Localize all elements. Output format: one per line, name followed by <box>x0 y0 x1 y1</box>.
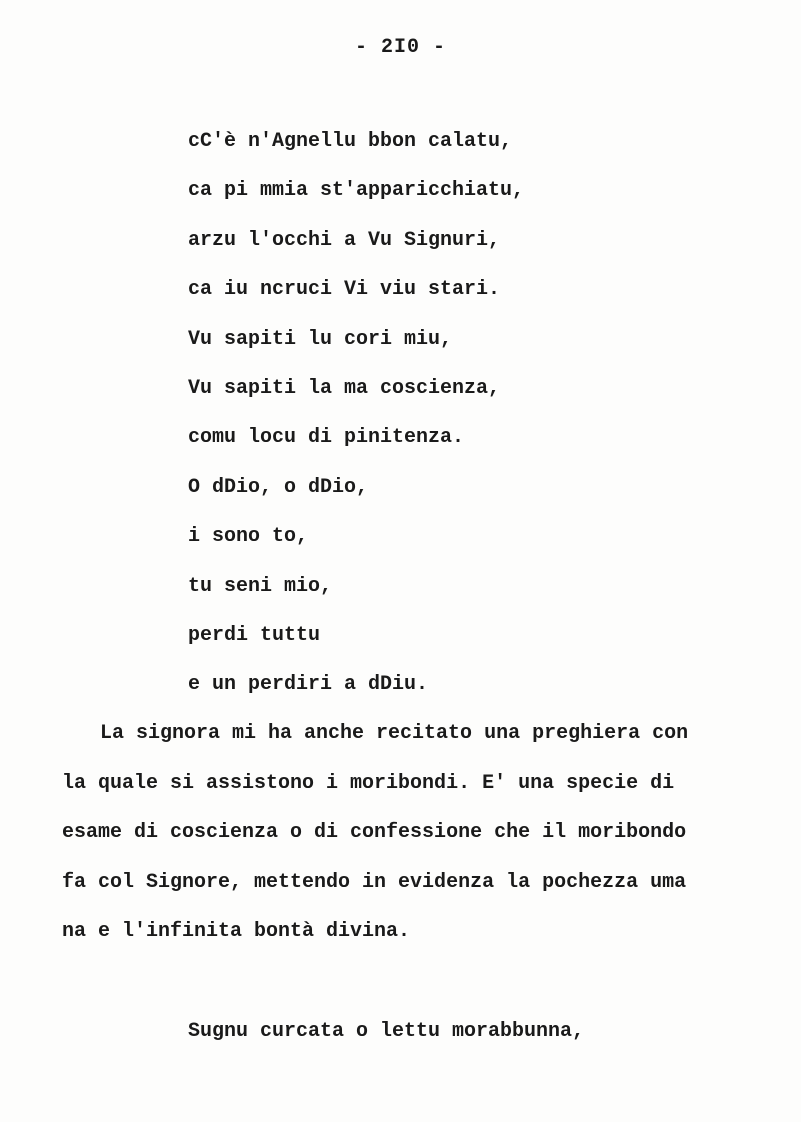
poem-line: O dDio, o dDio, <box>188 475 369 499</box>
page-number: - 2I0 - <box>354 36 446 59</box>
prose-line: fa col Signore, mettendo in evidenza la pochezza uma <box>62 870 687 894</box>
poem-line: perdi tuttu <box>188 623 321 647</box>
prose-paragraph <box>62 720 722 968</box>
poem-line: ca pi mmia st'apparicchiatu, <box>188 179 525 203</box>
poem-line: arzu l'occhi a Vu Signuri, <box>188 228 501 252</box>
prose-line: esame di coscienza o di confessione che il moribondo <box>62 821 687 845</box>
poem-line: Vu sapiti la ma coscienza, <box>188 376 501 400</box>
poem-line: e un perdiri a dDiu. <box>188 673 429 697</box>
prose-line: la quale si assistono i moribondi. E' una specie di <box>62 771 675 795</box>
prose-line: na e l'infinita bontà divina. <box>62 920 411 944</box>
poem-stanza <box>188 128 524 721</box>
poem-line: cC'è n'Agnellu bbon calatu, <box>188 130 513 153</box>
poem-line: tu seni mio, <box>188 574 333 598</box>
prose-line: La signora mi ha anche recitato una preghiera con <box>100 722 689 745</box>
second-verse-line: Sugnu curcata o lettu morabbunna, <box>188 1020 585 1043</box>
poem-line: i sono to, <box>188 525 309 549</box>
poem-line: Vu sapiti lu cori miu, <box>188 327 453 351</box>
poem-line: comu locu di pinitenza. <box>188 426 465 450</box>
poem-line: ca iu ncruci Vi viu stari. <box>188 278 501 302</box>
